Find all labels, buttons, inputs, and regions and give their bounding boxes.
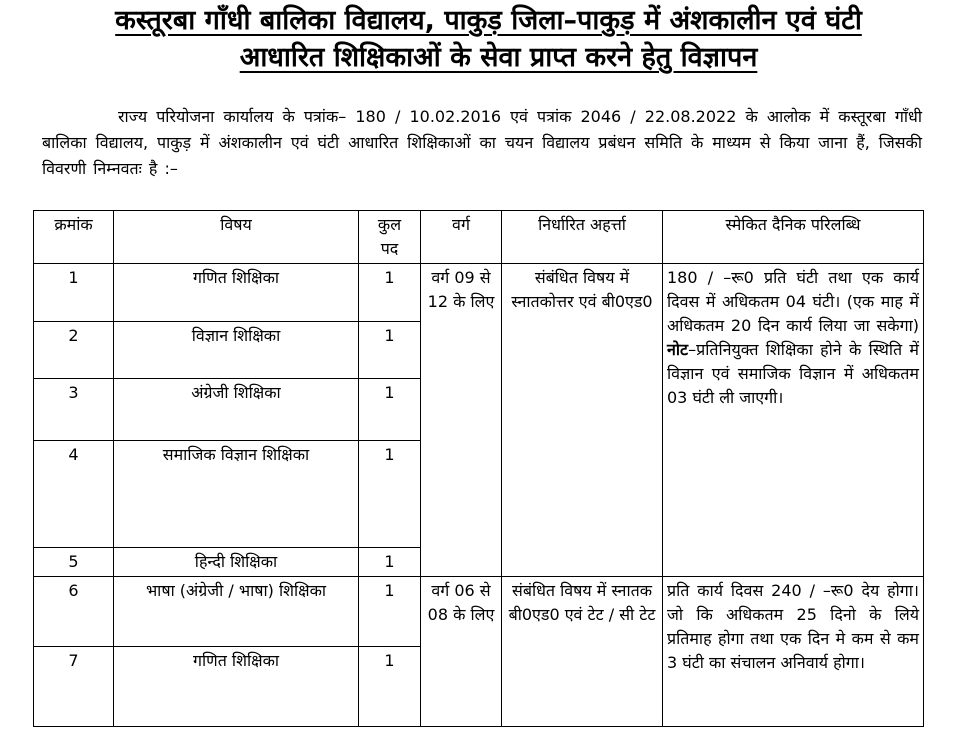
group1-remuneration-text: 180 / –रू0 प्रति घंटी तथा एक कार्य दिवस में अधिकतम 04 घंटी। (एक माह में अधिकतम 20 दिन कार्य लिया जा सकेगा) xyxy=(667,268,919,335)
header-qualification: निर्धारित अहर्त्ता xyxy=(502,211,663,264)
header-class: वर्ग xyxy=(421,211,502,264)
group1-qualification: संबंधित विषय में स्नातकोत्तर एवं बी0एड0 xyxy=(502,264,663,577)
row-posts: 1 xyxy=(359,322,421,379)
group1-class: वर्ग 09 से 12 के लिए xyxy=(421,264,502,577)
header-posts-line1: कुल xyxy=(377,215,402,234)
title-line-1: कस्तूरबा गाँधी बालिका विद्यालय, पाकुड़ जिला–पाकुड़ में अंशकालीन एवं घंटी xyxy=(115,5,862,36)
row-posts: 1 xyxy=(359,264,421,322)
row-subject: गणित शिक्षिका xyxy=(114,647,359,727)
vacancy-table xyxy=(33,210,924,727)
group1-remuneration xyxy=(663,264,924,577)
row-subject: समाजिक विज्ञान शिक्षिका xyxy=(114,441,359,548)
intro-paragraph: राज्य परियोजना कार्यालय के पत्रांक– 180 / 10.02.2016 एवं पत्रांक 2046 / 22.08.2022 के आलोक में कस्तूरबा गाँधी बालिका विद्यालय, पाकुड़ में अंशकालीन एवं घंटी आधारित शिक्षिकाओं का चयन विद्यालय प्रबंधन समिति के माध्यम से किया जाना हैं, जिसकी विवरणी निम्नवतः है :– xyxy=(42,107,922,178)
title-line-2: आधारित शिक्षिकाओं के सेवा प्राप्त करने हेतु विज्ञापन xyxy=(239,42,758,73)
table-header-row xyxy=(34,211,924,264)
row-posts: 1 xyxy=(359,647,421,727)
row-subject: भाषा (अंग्रेजी / भाषा) शिक्षिका xyxy=(114,577,359,647)
row-serial: 1 xyxy=(34,264,114,322)
row-posts: 1 xyxy=(359,379,421,441)
table-row xyxy=(34,577,924,647)
header-subject: विषय xyxy=(114,211,359,264)
row-serial: 6 xyxy=(34,577,114,647)
row-subject: गणित शिक्षिका xyxy=(114,264,359,322)
row-subject: विज्ञान शिक्षिका xyxy=(114,322,359,379)
group1-note-label: नोट xyxy=(667,340,689,359)
row-serial: 2 xyxy=(34,322,114,379)
group2-qualification: संबंधित विषय में स्नातक बी0एड0 एवं टेट / सी टेट xyxy=(502,577,663,727)
group2-class: वर्ग 06 से 08 के लिए xyxy=(421,577,502,727)
header-remuneration: स्मेकित दैनिक परिलब्धि xyxy=(663,211,924,264)
header-serial: क्रमांक xyxy=(34,211,114,264)
row-serial: 7 xyxy=(34,647,114,727)
group1-note-text: –प्रतिनियुक्त शिक्षिका होने के स्थिति में विज्ञान एवं समाजिक विज्ञान में अधिकतम 03 घंटी ली जाएगी। xyxy=(667,340,919,407)
row-posts: 1 xyxy=(359,548,421,577)
header-posts-line2: पद xyxy=(380,239,399,258)
row-subject: हिन्दी शिक्षिका xyxy=(114,548,359,577)
row-serial: 4 xyxy=(34,441,114,548)
row-subject: अंग्रेजी शिक्षिका xyxy=(114,379,359,441)
table-row xyxy=(34,264,924,322)
row-serial: 3 xyxy=(34,379,114,441)
row-serial: 5 xyxy=(34,548,114,577)
group2-remuneration: प्रति कार्य दिवस 240 / –रू0 देय होगा। जो कि अधिकतम 25 दिनो के लिये प्रतिमाह होगा तथा एक दिन मे कम से कम 3 घंटी का संचालन अनिवार्य होगा। xyxy=(663,577,924,727)
header-posts xyxy=(359,211,421,264)
row-posts: 1 xyxy=(359,577,421,647)
row-posts: 1 xyxy=(359,441,421,548)
